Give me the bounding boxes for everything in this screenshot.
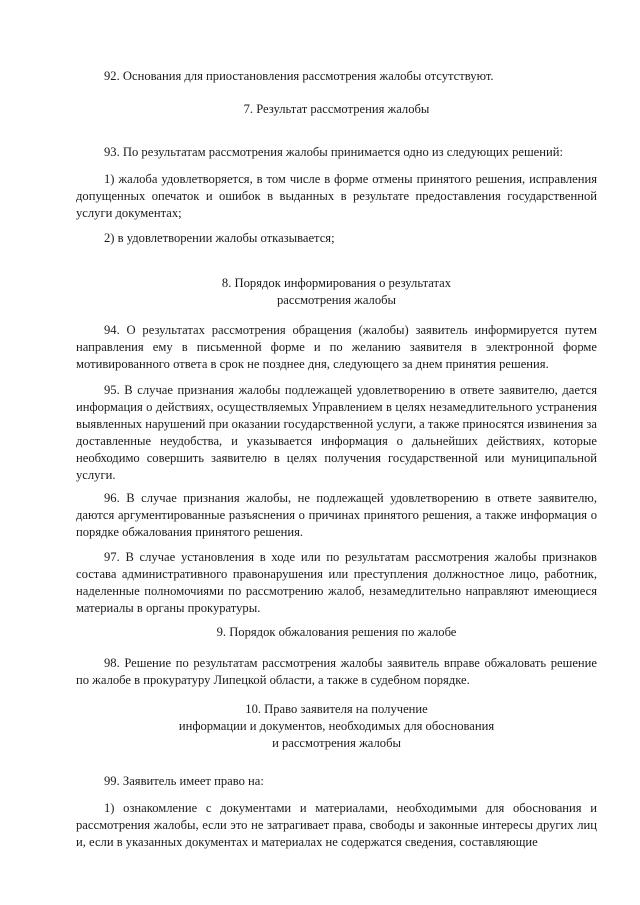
paragraph-96: 96. В случае признания жалобы, не подлежащей удовлетворению в ответе заявителю, даются аргументированные разъяснения о причинах принятого решения, а также информация о порядке обжалования принятого решения.: [76, 491, 597, 539]
paragraph-94: 94. О результатах рассмотрения обращения (жалобы) заявитель информируется путем направления ему в письменной форме и по желанию заявителя в электронной форме мотивированного ответа в срок не позднее дня, следующего за днем принятия решения.: [76, 323, 597, 371]
paragraph-93-item-2: 2) в удовлетворении жалобы отказывается;: [104, 231, 335, 245]
section-heading-10-line-2: информации и документов, необходимых для обоснования: [178, 719, 495, 733]
section-heading-10: [76, 701, 597, 752]
section-heading-10-line-1: 10. Право заявителя на получение: [245, 702, 428, 716]
section-heading-10-line-3: и рассмотрения жалобы: [272, 736, 401, 750]
paragraph-99-item-1: 1) ознакомление с документами и материалами, необходимыми для обоснования и рассмотрения жалобы, если это не затрагивает права, свободы и законные интересы других лиц и, если в указанных документах и материалах не содержатся сведения, составляющие: [76, 801, 597, 849]
section-heading-7: 7. Результат рассмотрения жалобы: [243, 102, 430, 116]
paragraph-99: 99. Заявитель имеет право на:: [104, 774, 264, 788]
paragraph-93-item-1: 1) жалоба удовлетворяется, в том числе в форме отмены принятого решения, исправления допущенных опечаток и ошибок в выданных в результате предоставления государственной услуги документах;: [76, 172, 597, 220]
paragraph-98: 98. Решение по результатам рассмотрения жалобы заявитель вправе обжаловать решение по жалобе в прокуратуру Липецкой области, а также в судебном порядке.: [76, 656, 597, 687]
section-heading-8-line-1: 8. Порядок информирования о результатах: [221, 276, 452, 290]
paragraph-93: 93. По результатам рассмотрения жалобы принимается одно из следующих решений:: [104, 145, 563, 159]
paragraph-97: 97. В случае установления в ходе или по результатам рассмотрения жалобы признаков состава административного правонарушения или преступления должностное лицо, работник, наделенные полномочиями по рассмотрению жалоб, незамедлительно направляют имеющиеся материалы в органы прокуратуры.: [76, 550, 597, 615]
paragraph-95: 95. В случае признания жалобы подлежащей удовлетворению в ответе заявителю, дается информация о действиях, осуществляемых Управлением в целях незамедлительного устранения выявленных нарушений при оказании государственной услуги, а также приносятся извинения за доставленные неудобства, и указывается информация о дальнейших действиях, которые необходимо совершить заявителю в целях получения государственной или муниципальной услуги.: [76, 383, 597, 482]
section-heading-8: [76, 275, 597, 309]
section-heading-8-line-2: рассмотрения жалобы: [277, 293, 396, 307]
paragraph-92: 92. Основания для приостановления рассмотрения жалобы отсутствуют.: [104, 69, 494, 83]
section-heading-9: 9. Порядок обжалования решения по жалобе: [216, 625, 457, 639]
